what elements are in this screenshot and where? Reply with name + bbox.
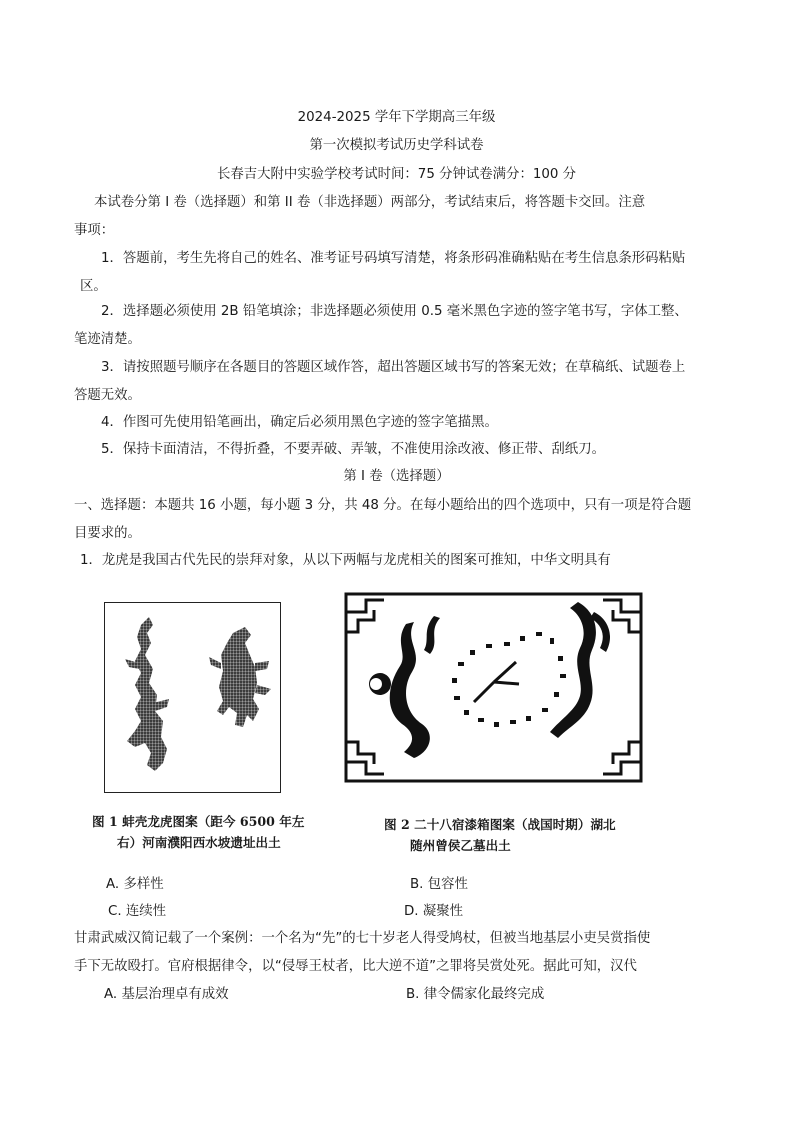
q2-option-b[interactable]: B. 律令儒家化最终完成: [406, 987, 545, 1002]
figure-2-image: [344, 592, 643, 783]
q1-option-a[interactable]: A. 多样性: [106, 877, 164, 892]
figure-1-image: [104, 602, 281, 793]
q1-option-c[interactable]: C. 连续性: [108, 904, 167, 919]
question-2-stem-line-2: 手下无故殴打。官府根据律令，以“侵辱王杖者，比大逆不道”之罪将吴赏处死。据此可知，汉代: [74, 959, 637, 974]
section-instruction-2: 目要求的。: [74, 526, 141, 541]
question-2-stem-line-1: 甘肃武威汉简记载了一个案例：一个名为“先”的七十岁老人得受鸠杖，但被当地基层小吏吴赏指使: [74, 931, 651, 946]
intro-line-1: 本试卷分第 I 卷（选择题）和第 II 卷（非选择题）两部分，考试结束后，将答题卡交回。注意: [94, 195, 646, 210]
figure-2-caption-line-1: 图 2 二十八宿漆箱图案（战国时期）湖北: [384, 817, 616, 832]
q2-option-a[interactable]: A. 基层治理卓有成效: [104, 987, 229, 1002]
note-5: 5．保持卡面清洁，不得折叠，不要弄破、弄皱，不准使用涂改液、修正带、刮纸刀。: [101, 442, 605, 457]
note-3-line-1: 3．请按照题号顺序在各题目的答题区域作答，超出答题区域书写的答案无效；在草稿纸、试题卷上: [101, 360, 686, 375]
page-title: 2024-2025 学年下学期高三年级: [297, 110, 496, 125]
page-subtitle: 第一次模拟考试历史学科试卷: [309, 138, 484, 153]
figure-1-caption-line-2: 右）河南濮阳西水坡遗址出土: [117, 835, 281, 850]
note-1-line-1: 1．答题前，考生先将自己的姓名、准考证号码填写清楚，将条形码准确粘贴在考生信息条形码粘贴: [101, 251, 686, 266]
intro-line-2: 事项：: [74, 223, 115, 238]
note-2-line-1: 2．选择题必须使用 2B 铅笔填涂；非选择题必须使用 0.5 毫米黑色字迹的签字笔书写，字体工整、: [101, 304, 688, 319]
note-4: 4．作图可先使用铅笔画出，确定后必须用黑色字迹的签字笔描黑。: [101, 415, 498, 430]
note-1-line-2: 区。: [80, 279, 107, 294]
q1-option-b[interactable]: B. 包容性: [410, 877, 468, 892]
question-1-stem: 1．龙虎是我国古代先民的崇拜对象，从以下两幅与龙虎相关的图案可推知，中华文明具有: [80, 553, 611, 568]
note-3-line-2: 答题无效。: [74, 388, 141, 403]
figure-1-caption-line-1: 图 1 蚌壳龙虎图案（距今 6500 年左: [92, 814, 305, 829]
q1-option-d[interactable]: D. 凝聚性: [404, 904, 463, 919]
note-2-line-2: 笔迹清楚。: [74, 332, 141, 347]
section-instruction-1: 一、选择题：本题共 16 小题，每小题 3 分，共 48 分。在每小题给出的四个选项中，只有一项是符合题: [74, 498, 692, 513]
dragon-tiger-mosaic-icon: [105, 603, 280, 792]
exam-info: 长春吉大附中实验学校考试时间：75 分钟试卷满分：100 分: [216, 167, 577, 182]
figure-2-caption-line-2: 随州曾侯乙墓出土: [410, 838, 511, 853]
section-title: 第 I 卷（选择题）: [343, 469, 450, 484]
lacquer-box-pattern-icon: [344, 592, 643, 783]
